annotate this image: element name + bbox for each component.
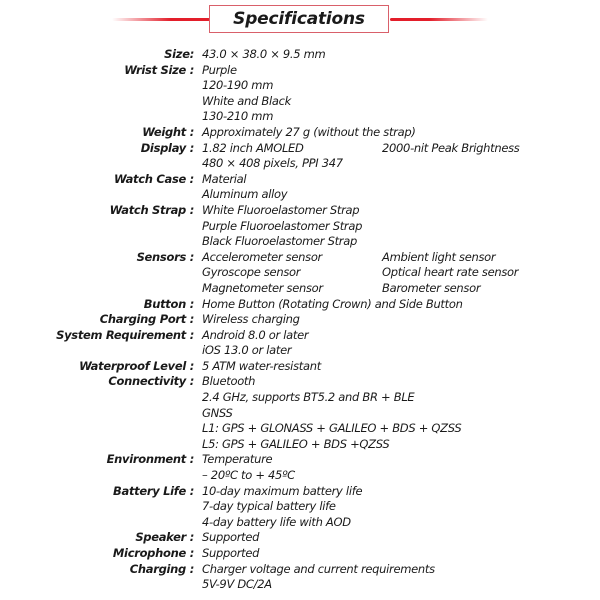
- spec-label: Weight :: [142, 124, 194, 139]
- spec-row: [0, 125, 600, 141]
- decorative-rule-right: [390, 18, 488, 21]
- spec-label: Speaker :: [135, 530, 194, 545]
- spec-values: [202, 47, 600, 63]
- specifications-header: [0, 0, 600, 40]
- spec-row: [0, 484, 600, 531]
- spec-label: Watch Strap :: [109, 202, 194, 217]
- spec-values: [202, 562, 600, 593]
- spec-label: Size:: [164, 47, 194, 61]
- spec-value: 4-day battery life with AOD: [202, 514, 351, 529]
- spec-value: Approximately 27 g (without the strap): [202, 124, 416, 139]
- spec-value-line: [202, 452, 600, 468]
- spec-row: [0, 530, 600, 546]
- spec-label: Charging :: [129, 561, 194, 576]
- spec-label: Button :: [143, 296, 194, 311]
- spec-value-line: [202, 172, 600, 188]
- spec-label: Environment :: [106, 452, 194, 467]
- spec-value-line: [202, 297, 600, 313]
- spec-value-line: [202, 141, 600, 157]
- spec-values: [202, 546, 600, 562]
- spec-value: Temperature: [202, 452, 273, 467]
- spec-label: Microphone :: [112, 546, 194, 560]
- spec-value: Supported: [202, 546, 260, 560]
- spec-value: Purple: [202, 62, 237, 77]
- spec-value: 43.0 × 38.0 × 9.5 mm: [202, 47, 326, 61]
- spec-row: [0, 172, 600, 203]
- spec-value-line: [202, 312, 600, 328]
- spec-row: [0, 312, 600, 328]
- page-title: Specifications: [233, 9, 365, 29]
- spec-value: Wireless charging: [202, 312, 300, 327]
- spec-value-line: [202, 265, 600, 281]
- spec-value-line: [202, 374, 600, 390]
- spec-value-secondary: Barometer sensor: [382, 280, 481, 295]
- spec-value-line: [202, 546, 600, 562]
- spec-value: Home Button (Rotating Crown) and Side Button: [202, 296, 463, 311]
- spec-row: [0, 546, 600, 562]
- spec-row: [0, 562, 600, 593]
- spec-value-line: [202, 94, 600, 110]
- spec-value: GNSS: [202, 405, 233, 420]
- spec-values: [202, 312, 600, 328]
- spec-row: [0, 297, 600, 313]
- spec-value: 7-day typical battery life: [202, 499, 336, 514]
- spec-value: Black Fluoroelastomer Strap: [202, 234, 357, 249]
- spec-row: [0, 452, 600, 483]
- spec-value-line: [202, 515, 600, 531]
- spec-row: [0, 359, 600, 375]
- spec-values: [202, 141, 600, 172]
- spec-value: 480 × 408 pixels, PPI 347: [202, 156, 343, 171]
- decorative-rule-left: [112, 18, 210, 21]
- spec-value-line: [202, 47, 600, 63]
- spec-value: 1.82 inch AMOLED: [202, 140, 304, 155]
- spec-row: [0, 203, 600, 250]
- spec-value-line: [202, 125, 600, 141]
- spec-value-line: [202, 577, 600, 593]
- spec-value-line: [202, 343, 600, 359]
- spec-values: [202, 172, 600, 203]
- spec-value-line: [202, 406, 600, 422]
- spec-label: Waterproof Level :: [79, 358, 194, 373]
- spec-label: Wrist Size :: [124, 62, 194, 77]
- spec-values: [202, 484, 600, 531]
- spec-value-line: [202, 421, 600, 437]
- spec-values: [202, 452, 600, 483]
- spec-value: Material: [202, 171, 247, 186]
- spec-label: Watch Case :: [113, 171, 194, 186]
- spec-value: Accelerometer sensor: [202, 249, 322, 264]
- spec-value-line: [202, 437, 600, 453]
- spec-value: White and Black: [202, 93, 291, 108]
- spec-value-line: [202, 203, 600, 219]
- spec-value: 10-day maximum battery life: [202, 483, 363, 498]
- spec-row: [0, 328, 600, 359]
- spec-value: 130-210 mm: [202, 109, 274, 124]
- spec-label: System Requirement :: [56, 327, 194, 342]
- spec-value-secondary: Optical heart rate sensor: [382, 265, 519, 280]
- spec-value: Bluetooth: [202, 374, 256, 389]
- spec-value: 2.4 GHz, supports BT5.2 and BR + BLE: [202, 390, 415, 405]
- spec-value: Aluminum alloy: [202, 187, 288, 202]
- spec-value: iOS 13.0 or later: [202, 343, 292, 358]
- spec-values: [202, 374, 600, 452]
- spec-row: [0, 374, 600, 452]
- spec-row: [0, 141, 600, 172]
- spec-value: 5 ATM water-resistant: [202, 358, 321, 373]
- spec-value: Purple Fluoroelastomer Strap: [202, 218, 363, 233]
- spec-label: Charging Port :: [99, 312, 194, 327]
- spec-value: Magnetometer sensor: [202, 280, 323, 295]
- spec-value-secondary: 2000-nit Peak Brightness: [382, 140, 520, 155]
- spec-value-line: [202, 359, 600, 375]
- spec-values: [202, 297, 600, 313]
- spec-label: Battery Life :: [113, 483, 194, 498]
- title-box: [209, 5, 389, 33]
- spec-value-line: [202, 328, 600, 344]
- spec-value-line: [202, 484, 600, 500]
- spec-label: Sensors :: [136, 249, 194, 264]
- spec-label: Connectivity :: [108, 374, 194, 389]
- spec-value-line: [202, 156, 600, 172]
- spec-value: Android 8.0 or later: [202, 327, 309, 342]
- spec-value-secondary: Ambient light sensor: [382, 249, 496, 264]
- spec-value-line: [202, 187, 600, 203]
- spec-value-line: [202, 109, 600, 125]
- spec-value-line: [202, 250, 600, 266]
- spec-value-line: [202, 390, 600, 406]
- spec-value-line: [202, 530, 600, 546]
- spec-row: [0, 250, 600, 297]
- spec-values: [202, 250, 600, 297]
- spec-value-line: [202, 219, 600, 235]
- spec-value-line: [202, 499, 600, 515]
- spec-values: [202, 63, 600, 125]
- spec-value: Supported: [202, 530, 260, 545]
- spec-values: [202, 530, 600, 546]
- spec-value-line: [202, 468, 600, 484]
- spec-values: [202, 203, 600, 250]
- spec-row: [0, 63, 600, 125]
- spec-label: Display :: [140, 140, 194, 155]
- spec-values: [202, 328, 600, 359]
- spec-values: [202, 359, 600, 375]
- spec-value-line: [202, 281, 600, 297]
- spec-value-line: [202, 63, 600, 79]
- specifications-table: [0, 47, 600, 593]
- spec-value: – 20ºC to + 45ºC: [202, 468, 295, 483]
- spec-value: L5: GPS + GALILEO + BDS +QZSS: [202, 436, 390, 451]
- spec-value-line: [202, 234, 600, 250]
- spec-row: [0, 47, 600, 63]
- spec-value-line: [202, 78, 600, 94]
- spec-values: [202, 125, 600, 141]
- spec-value-line: [202, 562, 600, 578]
- spec-value: White Fluoroelastomer Strap: [202, 202, 360, 217]
- spec-value: L1: GPS + GLONASS + GALILEO + BDS + QZSS: [202, 421, 462, 436]
- spec-value: 5V-9V DC/2A: [202, 577, 272, 592]
- spec-value: Gyroscope sensor: [202, 265, 301, 280]
- spec-value: 120-190 mm: [202, 78, 274, 93]
- spec-value: Charger voltage and current requirements: [202, 561, 435, 576]
